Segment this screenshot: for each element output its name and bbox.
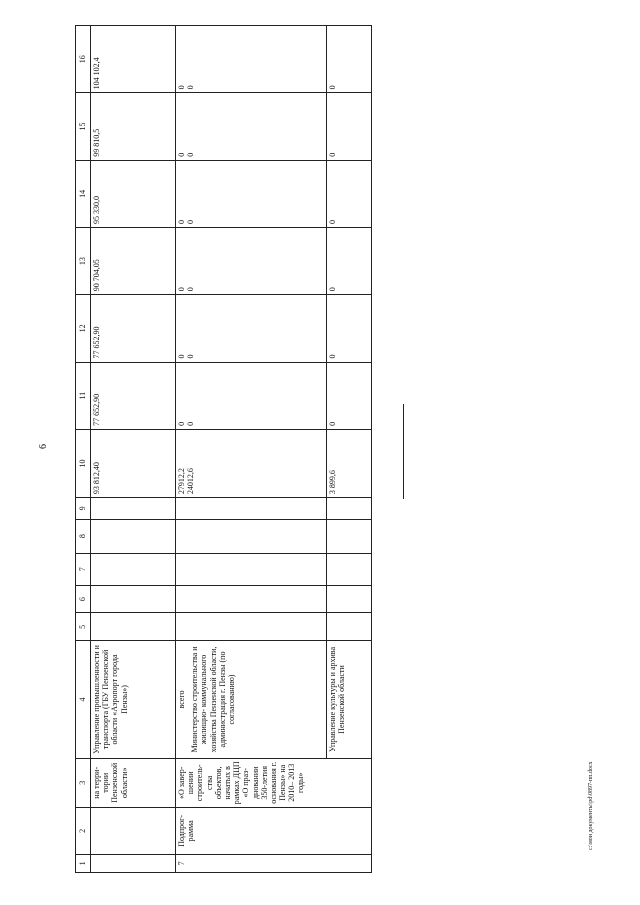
subprogram-cell: Подпрог- рамма <box>176 807 372 854</box>
value-cell <box>176 429 327 497</box>
value-cell: 99 810,5 <box>91 93 176 160</box>
table-cell <box>176 498 327 519</box>
table-cell <box>327 613 372 641</box>
col-number: 16 <box>76 26 91 93</box>
value-cell <box>176 295 327 362</box>
value-cell: 0 <box>327 295 372 362</box>
value-cell: 104 102,4 <box>91 26 176 93</box>
value-cell <box>176 93 327 160</box>
value-cell: 3 899,6 <box>327 429 372 497</box>
table-cell <box>91 613 176 641</box>
value-cell: 0 <box>327 93 372 160</box>
table-cell <box>176 585 327 613</box>
executor-cell: Управление промышленности и транспорта (ГБУ Пензенской области «Аэропорт города Пензы») <box>91 641 176 758</box>
table-cell <box>327 585 372 613</box>
zero-value: 0 <box>186 421 196 426</box>
table-cell <box>327 553 372 585</box>
page-number: 6 <box>38 444 49 449</box>
value-cell: 93 812,40 <box>91 429 176 497</box>
col-number: 5 <box>76 613 91 641</box>
col-number: 3 <box>76 758 91 807</box>
rotated-table-wrapper <box>75 25 362 873</box>
footer-file-path: c:\мои документы\pd\0897-пп.docx <box>588 761 594 850</box>
header-row <box>76 26 91 873</box>
value-cell: 0 <box>327 362 372 429</box>
zero-value: 0 <box>186 85 196 90</box>
value-cell: 90 704,05 <box>91 227 176 294</box>
col-number: 7 <box>76 553 91 585</box>
table-cell <box>91 585 176 613</box>
total-value: 27912,2 <box>177 468 186 495</box>
table-cell <box>176 519 327 553</box>
value-cell <box>176 160 327 227</box>
table-cell <box>176 553 327 585</box>
value-cell: 0 <box>327 160 372 227</box>
table-cell <box>91 553 176 585</box>
col-number: 2 <box>76 807 91 854</box>
executor-cell <box>176 641 327 758</box>
value-cell: 77 652,90 <box>91 362 176 429</box>
value-cell <box>176 26 327 93</box>
row-number-cell: 7 <box>176 854 372 872</box>
table-cell <box>91 498 176 519</box>
zero-value: 0 <box>177 85 186 90</box>
col-number: 8 <box>76 519 91 553</box>
zero-value: 0 <box>186 354 196 359</box>
col-number: 12 <box>76 295 91 362</box>
table-cell <box>327 519 372 553</box>
table-cell <box>91 854 176 872</box>
col-number: 6 <box>76 585 91 613</box>
subprogram-title-cell: «О завер- шении строитель- ства объектов, начатых в рамках ДЦП «О праз- дновании 350-летия основания г. Пензы» на 2010– 2013 годы» <box>176 758 372 807</box>
executor-cell: Управление культуры и архива Пензенской области <box>327 641 372 758</box>
value-cell: 0 <box>327 26 372 93</box>
zero-value: 0 <box>177 219 186 224</box>
col-number: 10 <box>76 429 91 497</box>
budget-table <box>75 25 372 873</box>
value-cell <box>176 227 327 294</box>
col-number: 1 <box>76 854 91 872</box>
table-cell <box>91 807 176 854</box>
value-cell: 0 <box>327 227 372 294</box>
table-cell <box>327 498 372 519</box>
zero-value: 0 <box>177 421 186 426</box>
col-number: 4 <box>76 641 91 758</box>
ministry-label: Министерство строительства и жилищно- коммунального хозяйства Пензенской области, администрация г. Пензы (по согласованию) <box>190 646 236 753</box>
zero-value: 0 <box>177 287 186 292</box>
col-number: 15 <box>76 93 91 160</box>
territory-cell: на терри- тории Пензенской области» <box>91 758 176 807</box>
value-cell: 95 330,0 <box>91 160 176 227</box>
col-number: 11 <box>76 362 91 429</box>
table-cell <box>91 519 176 553</box>
table-row <box>176 26 327 873</box>
col-number: 9 <box>76 498 91 519</box>
total-label: всего <box>177 690 186 709</box>
separator-line <box>403 404 404 499</box>
value-cell: 77 652,90 <box>91 295 176 362</box>
zero-value: 0 <box>186 219 196 224</box>
ministry-value: 24012,6 <box>186 468 196 495</box>
zero-value: 0 <box>177 354 186 359</box>
table-cell <box>176 613 327 641</box>
table-row <box>327 26 372 873</box>
col-number: 14 <box>76 160 91 227</box>
zero-value: 0 <box>177 152 186 157</box>
table-row <box>91 26 176 873</box>
value-cell <box>176 362 327 429</box>
zero-value: 0 <box>186 287 196 292</box>
col-number: 13 <box>76 227 91 294</box>
zero-value: 0 <box>186 152 196 157</box>
